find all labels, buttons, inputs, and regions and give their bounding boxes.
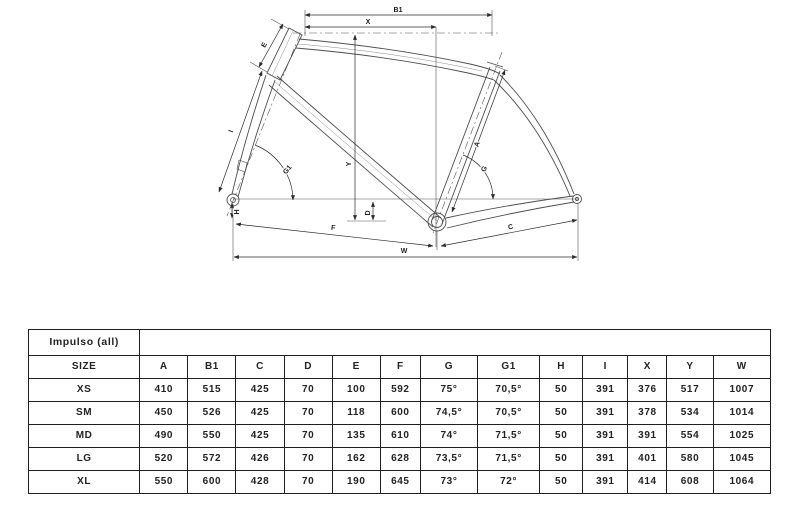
col-header-e: E bbox=[332, 356, 380, 379]
value-cell: 73° bbox=[420, 471, 477, 494]
value-cell: 391 bbox=[583, 379, 628, 402]
size-cell: MD bbox=[29, 425, 140, 448]
table-row bbox=[29, 402, 771, 425]
model-row-spacer bbox=[140, 330, 771, 356]
value-cell: 628 bbox=[380, 448, 420, 471]
col-header-h: H bbox=[540, 356, 583, 379]
table-row bbox=[29, 379, 771, 402]
value-cell: 391 bbox=[628, 425, 667, 448]
value-cell: 70 bbox=[284, 471, 332, 494]
col-header-d: D bbox=[284, 356, 332, 379]
value-cell: 71,5° bbox=[478, 448, 540, 471]
value-cell: 72° bbox=[478, 471, 540, 494]
value-cell: 376 bbox=[628, 379, 667, 402]
value-cell: 425 bbox=[236, 425, 284, 448]
col-header-size: SIZE bbox=[29, 356, 140, 379]
value-cell: 425 bbox=[236, 402, 284, 425]
value-cell: 517 bbox=[667, 379, 713, 402]
col-header-b1: B1 bbox=[188, 356, 236, 379]
value-cell: 135 bbox=[332, 425, 380, 448]
value-cell: 50 bbox=[540, 425, 583, 448]
col-header-f: F bbox=[380, 356, 420, 379]
value-cell: 70 bbox=[284, 425, 332, 448]
dim-label-d: D bbox=[365, 210, 372, 216]
value-cell: 50 bbox=[540, 448, 583, 471]
dim-label-i: I bbox=[227, 129, 236, 134]
value-cell: 645 bbox=[380, 471, 420, 494]
value-cell: 600 bbox=[380, 402, 420, 425]
value-cell: 1045 bbox=[713, 448, 770, 471]
table-row bbox=[29, 448, 771, 471]
value-cell: 580 bbox=[667, 448, 713, 471]
value-cell: 526 bbox=[188, 402, 236, 425]
value-cell: 100 bbox=[332, 379, 380, 402]
value-cell: 401 bbox=[628, 448, 667, 471]
value-cell: 414 bbox=[628, 471, 667, 494]
value-cell: 520 bbox=[140, 448, 188, 471]
value-cell: 1064 bbox=[713, 471, 770, 494]
col-header-i: I bbox=[583, 356, 628, 379]
dim-label-w: W bbox=[400, 248, 408, 255]
value-cell: 378 bbox=[628, 402, 667, 425]
dim-a bbox=[452, 70, 505, 212]
dim-label-h: H bbox=[234, 209, 241, 215]
col-header-w: W bbox=[713, 356, 770, 379]
dim-label-y: Y bbox=[346, 161, 353, 167]
value-cell: 70 bbox=[284, 402, 332, 425]
col-header-g1: G1 bbox=[478, 356, 540, 379]
value-cell: 50 bbox=[540, 379, 583, 402]
value-cell: 70,5° bbox=[478, 402, 540, 425]
model-label: Impulso (all) bbox=[29, 330, 140, 356]
value-cell: 71,5° bbox=[478, 425, 540, 448]
value-cell: 118 bbox=[332, 402, 380, 425]
value-cell: 50 bbox=[540, 471, 583, 494]
table-row bbox=[29, 425, 771, 448]
col-header-y: Y bbox=[667, 356, 713, 379]
size-cell: SM bbox=[29, 402, 140, 425]
value-cell: 608 bbox=[667, 471, 713, 494]
col-header-g: G bbox=[420, 356, 477, 379]
dim-label-c: C bbox=[507, 223, 514, 232]
value-cell: 70,5° bbox=[478, 379, 540, 402]
value-cell: 515 bbox=[188, 379, 236, 402]
value-cell: 534 bbox=[667, 402, 713, 425]
value-cell: 162 bbox=[332, 448, 380, 471]
value-cell: 1025 bbox=[713, 425, 770, 448]
value-cell: 70 bbox=[284, 379, 332, 402]
value-cell: 490 bbox=[140, 425, 188, 448]
geometry-table bbox=[28, 329, 771, 494]
bike-frame-drawing bbox=[227, 28, 582, 231]
value-cell: 600 bbox=[188, 471, 236, 494]
value-cell: 1014 bbox=[713, 402, 770, 425]
table-row bbox=[29, 471, 771, 494]
value-cell: 550 bbox=[140, 471, 188, 494]
size-cell: XS bbox=[29, 379, 140, 402]
dim-label-b1: B1 bbox=[393, 7, 403, 14]
size-table-body bbox=[29, 379, 771, 494]
value-cell: 391 bbox=[583, 448, 628, 471]
top-tube bbox=[299, 39, 500, 74]
value-cell: 73,5° bbox=[420, 448, 477, 471]
value-cell: 425 bbox=[236, 379, 284, 402]
value-cell: 450 bbox=[140, 402, 188, 425]
column-header-row bbox=[29, 356, 771, 379]
head-tube bbox=[267, 28, 302, 80]
dim-label-a: A bbox=[473, 140, 482, 149]
value-cell: 426 bbox=[236, 448, 284, 471]
value-cell: 391 bbox=[583, 471, 628, 494]
value-cell: 391 bbox=[583, 425, 628, 448]
value-cell: 410 bbox=[140, 379, 188, 402]
seat-stays bbox=[500, 75, 574, 194]
value-cell: 70 bbox=[284, 448, 332, 471]
value-cell: 190 bbox=[332, 471, 380, 494]
value-cell: 554 bbox=[667, 425, 713, 448]
dim-label-e: E bbox=[260, 41, 269, 50]
dim-g-arc bbox=[463, 155, 493, 199]
col-header-x: X bbox=[628, 356, 667, 379]
size-cell: LG bbox=[29, 448, 140, 471]
fork bbox=[232, 75, 266, 194]
value-cell: 74° bbox=[420, 425, 477, 448]
down-tube bbox=[269, 85, 433, 227]
value-cell: 572 bbox=[188, 448, 236, 471]
dim-label-g: G bbox=[480, 165, 490, 174]
col-header-a: A bbox=[140, 356, 188, 379]
dim-label-f: F bbox=[330, 224, 336, 233]
value-cell: 592 bbox=[380, 379, 420, 402]
model-row bbox=[29, 330, 771, 356]
col-header-c: C bbox=[236, 356, 284, 379]
value-cell: 74,5° bbox=[420, 402, 477, 425]
value-cell: 1007 bbox=[713, 379, 770, 402]
dim-label-g1: G1 bbox=[282, 164, 294, 176]
value-cell: 428 bbox=[236, 471, 284, 494]
value-cell: 50 bbox=[540, 402, 583, 425]
dim-label-x: X bbox=[365, 19, 371, 26]
geometry-table-container bbox=[28, 329, 772, 494]
dim-i bbox=[219, 71, 262, 192]
value-cell: 75° bbox=[420, 379, 477, 402]
value-cell: 391 bbox=[583, 402, 628, 425]
dimension-labels bbox=[228, 7, 514, 255]
value-cell: 610 bbox=[380, 425, 420, 448]
size-cell: XL bbox=[29, 471, 140, 494]
value-cell: 550 bbox=[188, 425, 236, 448]
